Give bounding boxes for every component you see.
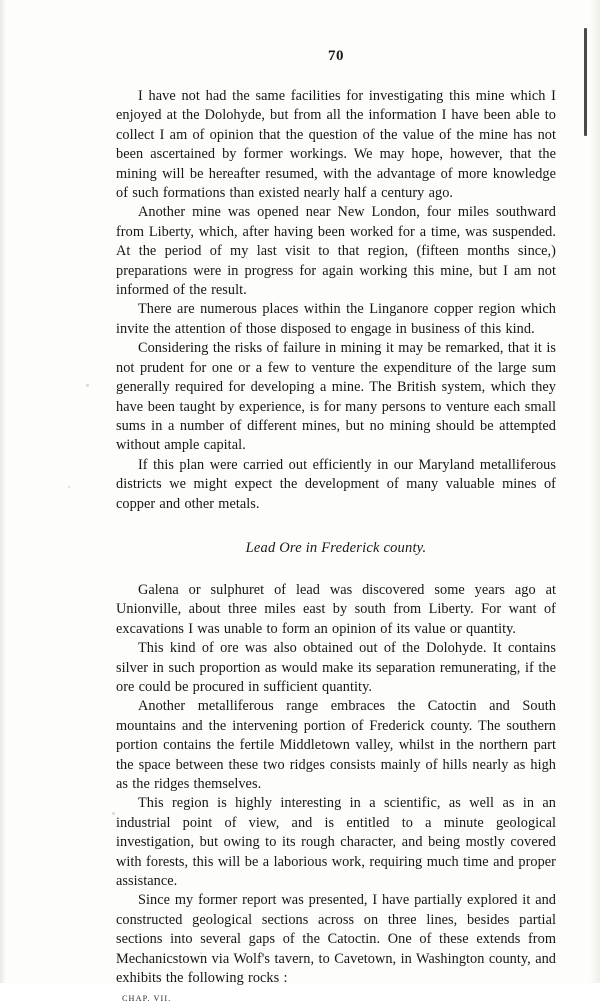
body-text-lower bbox=[116, 581, 556, 989]
section-heading: Lead Ore in Frederick county. bbox=[245, 539, 427, 556]
paragraph: I have not had the same facilities for investigating this mine which I enjoyed at the Dolohyde, but from all the information I have been able to collect I am of opinion that the question of the value of the mine has not been ascertained by former workings. We may hope, however, that the mining will be hereafter resumed, with the advantage of more knowledge of such formations than existed nearly half a century ago. bbox=[116, 88, 556, 202]
page-number: 70 bbox=[328, 48, 344, 64]
paragraph: This region is highly interesting in a scientific, as well as in an industrial point of view, and is entitled to a minute geological investigation, but owing to its rough character, and being mostly covered with forests, this will be a laborious work, requiring much time and proper assistance. bbox=[116, 795, 556, 890]
body-text-upper bbox=[116, 87, 556, 514]
paragraph: Since my former report was presented, I have partially explored it and constructed geological sections across on three lines, besides partial sections into several gaps of the Catoctin. One of these extends from Mechanicstown via Wolf's tavern, to Cavetown, in Washington county, and exhibits the following rocks : bbox=[116, 892, 556, 987]
page-right-edge bbox=[590, 0, 600, 983]
paragraph: There are numerous places within the Linganore copper region which invite the attention of those disposed to engage in business of this kind. bbox=[116, 301, 556, 337]
scan-speck bbox=[68, 486, 70, 488]
paragraph: Considering the risks of failure in mining it may be remarked, that it is not prudent for one or a few to venture the expenditure of the large sum generally required for developing a mine. The British system, which they have been taught by experience, is for many persons to venture each small sums in a number of different mines, but no mining should be attempted without ample capital. bbox=[116, 340, 556, 454]
paragraph: If this plan were carried out efficiently in our Maryland metalliferous districts we might expect the development of many valuable mines of copper and other metals. bbox=[116, 456, 556, 512]
paragraph: This kind of ore was also obtained out of the Dolohyde. It contains silver in such proportion as would make its separation remunerating, if the ore could be procured in sufficient quantity. bbox=[116, 640, 556, 695]
chapter-signature-mark: CHAP. VII. bbox=[122, 994, 172, 1003]
paragraph: Galena or sulphuret of lead was discovered some years ago at Unionville, about three miles east by south from Liberty. For want of excavations I was unable to form an opinion of its value or quantity. bbox=[116, 581, 556, 637]
page-left-edge bbox=[0, 0, 6, 983]
scan-speck bbox=[86, 384, 89, 387]
paragraph: Another mine was opened near New London, four miles southward from Liberty, which, after having been worked for a time, was suspended. At the period of my last visit to that region, (fifteen months since,) preparations were in progress for again working this mine, but I am not informed of the result. bbox=[116, 204, 556, 299]
binding-mark bbox=[584, 28, 587, 136]
paragraph: Another metalliferous range embraces the Catoctin and South mountains and the intervening portion of Frederick county. The southern portion contains the fertile Middletown valley, whilst in the northern part the space between these two ridges consists mainly of hills nearly as high as the ridges themselves. bbox=[116, 698, 556, 792]
page-content bbox=[116, 48, 556, 1003]
scan-speck bbox=[112, 812, 115, 815]
